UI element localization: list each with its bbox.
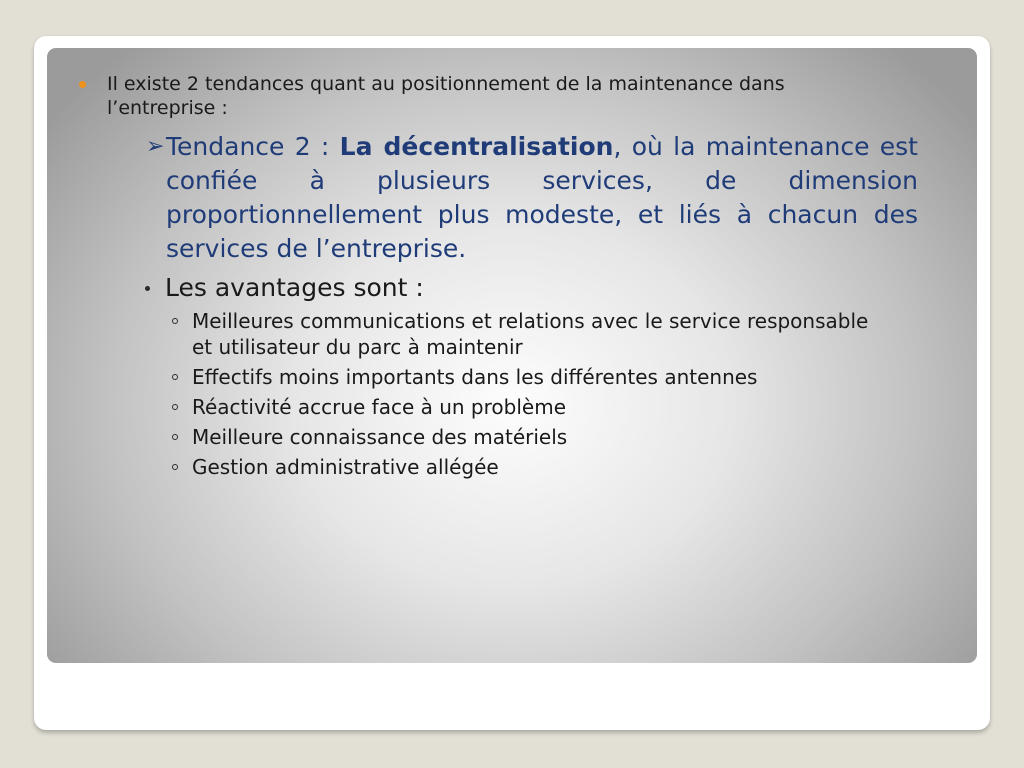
list-item-text: Meilleure connaissance des matériels bbox=[192, 425, 568, 449]
list-item-text: Réactivité accrue face à un problème bbox=[192, 395, 566, 419]
list-item bbox=[172, 308, 872, 360]
tendance-bullet bbox=[146, 130, 918, 266]
circle-bullet-icon bbox=[172, 318, 178, 324]
dot-bullet-icon bbox=[145, 286, 150, 291]
list-item bbox=[172, 394, 872, 420]
list-item bbox=[172, 424, 872, 450]
avantages-heading-text: Les avantages sont : bbox=[165, 273, 424, 302]
tendance-prefix: Tendance 2 : bbox=[166, 132, 340, 161]
circle-bullet-icon bbox=[172, 434, 178, 440]
circle-bullet-icon bbox=[172, 374, 178, 380]
avantages-list bbox=[172, 308, 872, 484]
list-item-text: Gestion administrative allégée bbox=[192, 455, 499, 479]
orange-bullet-icon bbox=[79, 81, 86, 88]
circle-bullet-icon bbox=[172, 464, 178, 470]
list-item-text: Effectifs moins importants dans les différentes antennes bbox=[192, 365, 758, 389]
tendance-suffix: , où la maintenance est confiée à plusieurs services, de dimension proportionnellement plus modeste, et liés à chacun des services de l’entreprise. bbox=[166, 132, 918, 263]
intro-text: Il existe 2 tendances quant au positionnement de la maintenance dans l’entreprise : bbox=[107, 73, 785, 119]
circle-bullet-icon bbox=[172, 404, 178, 410]
tendance-text bbox=[166, 130, 918, 266]
arrow-bullet-icon: ➢ bbox=[146, 134, 165, 159]
intro-bullet bbox=[79, 72, 869, 120]
list-item bbox=[172, 364, 872, 390]
avantages-heading bbox=[145, 271, 905, 305]
list-item bbox=[172, 454, 872, 480]
tendance-bold: La décentralisation bbox=[339, 132, 614, 161]
list-item-text: Meilleures communications et relations avec le service responsable et utilisateur du parc à maintenir bbox=[192, 309, 869, 359]
